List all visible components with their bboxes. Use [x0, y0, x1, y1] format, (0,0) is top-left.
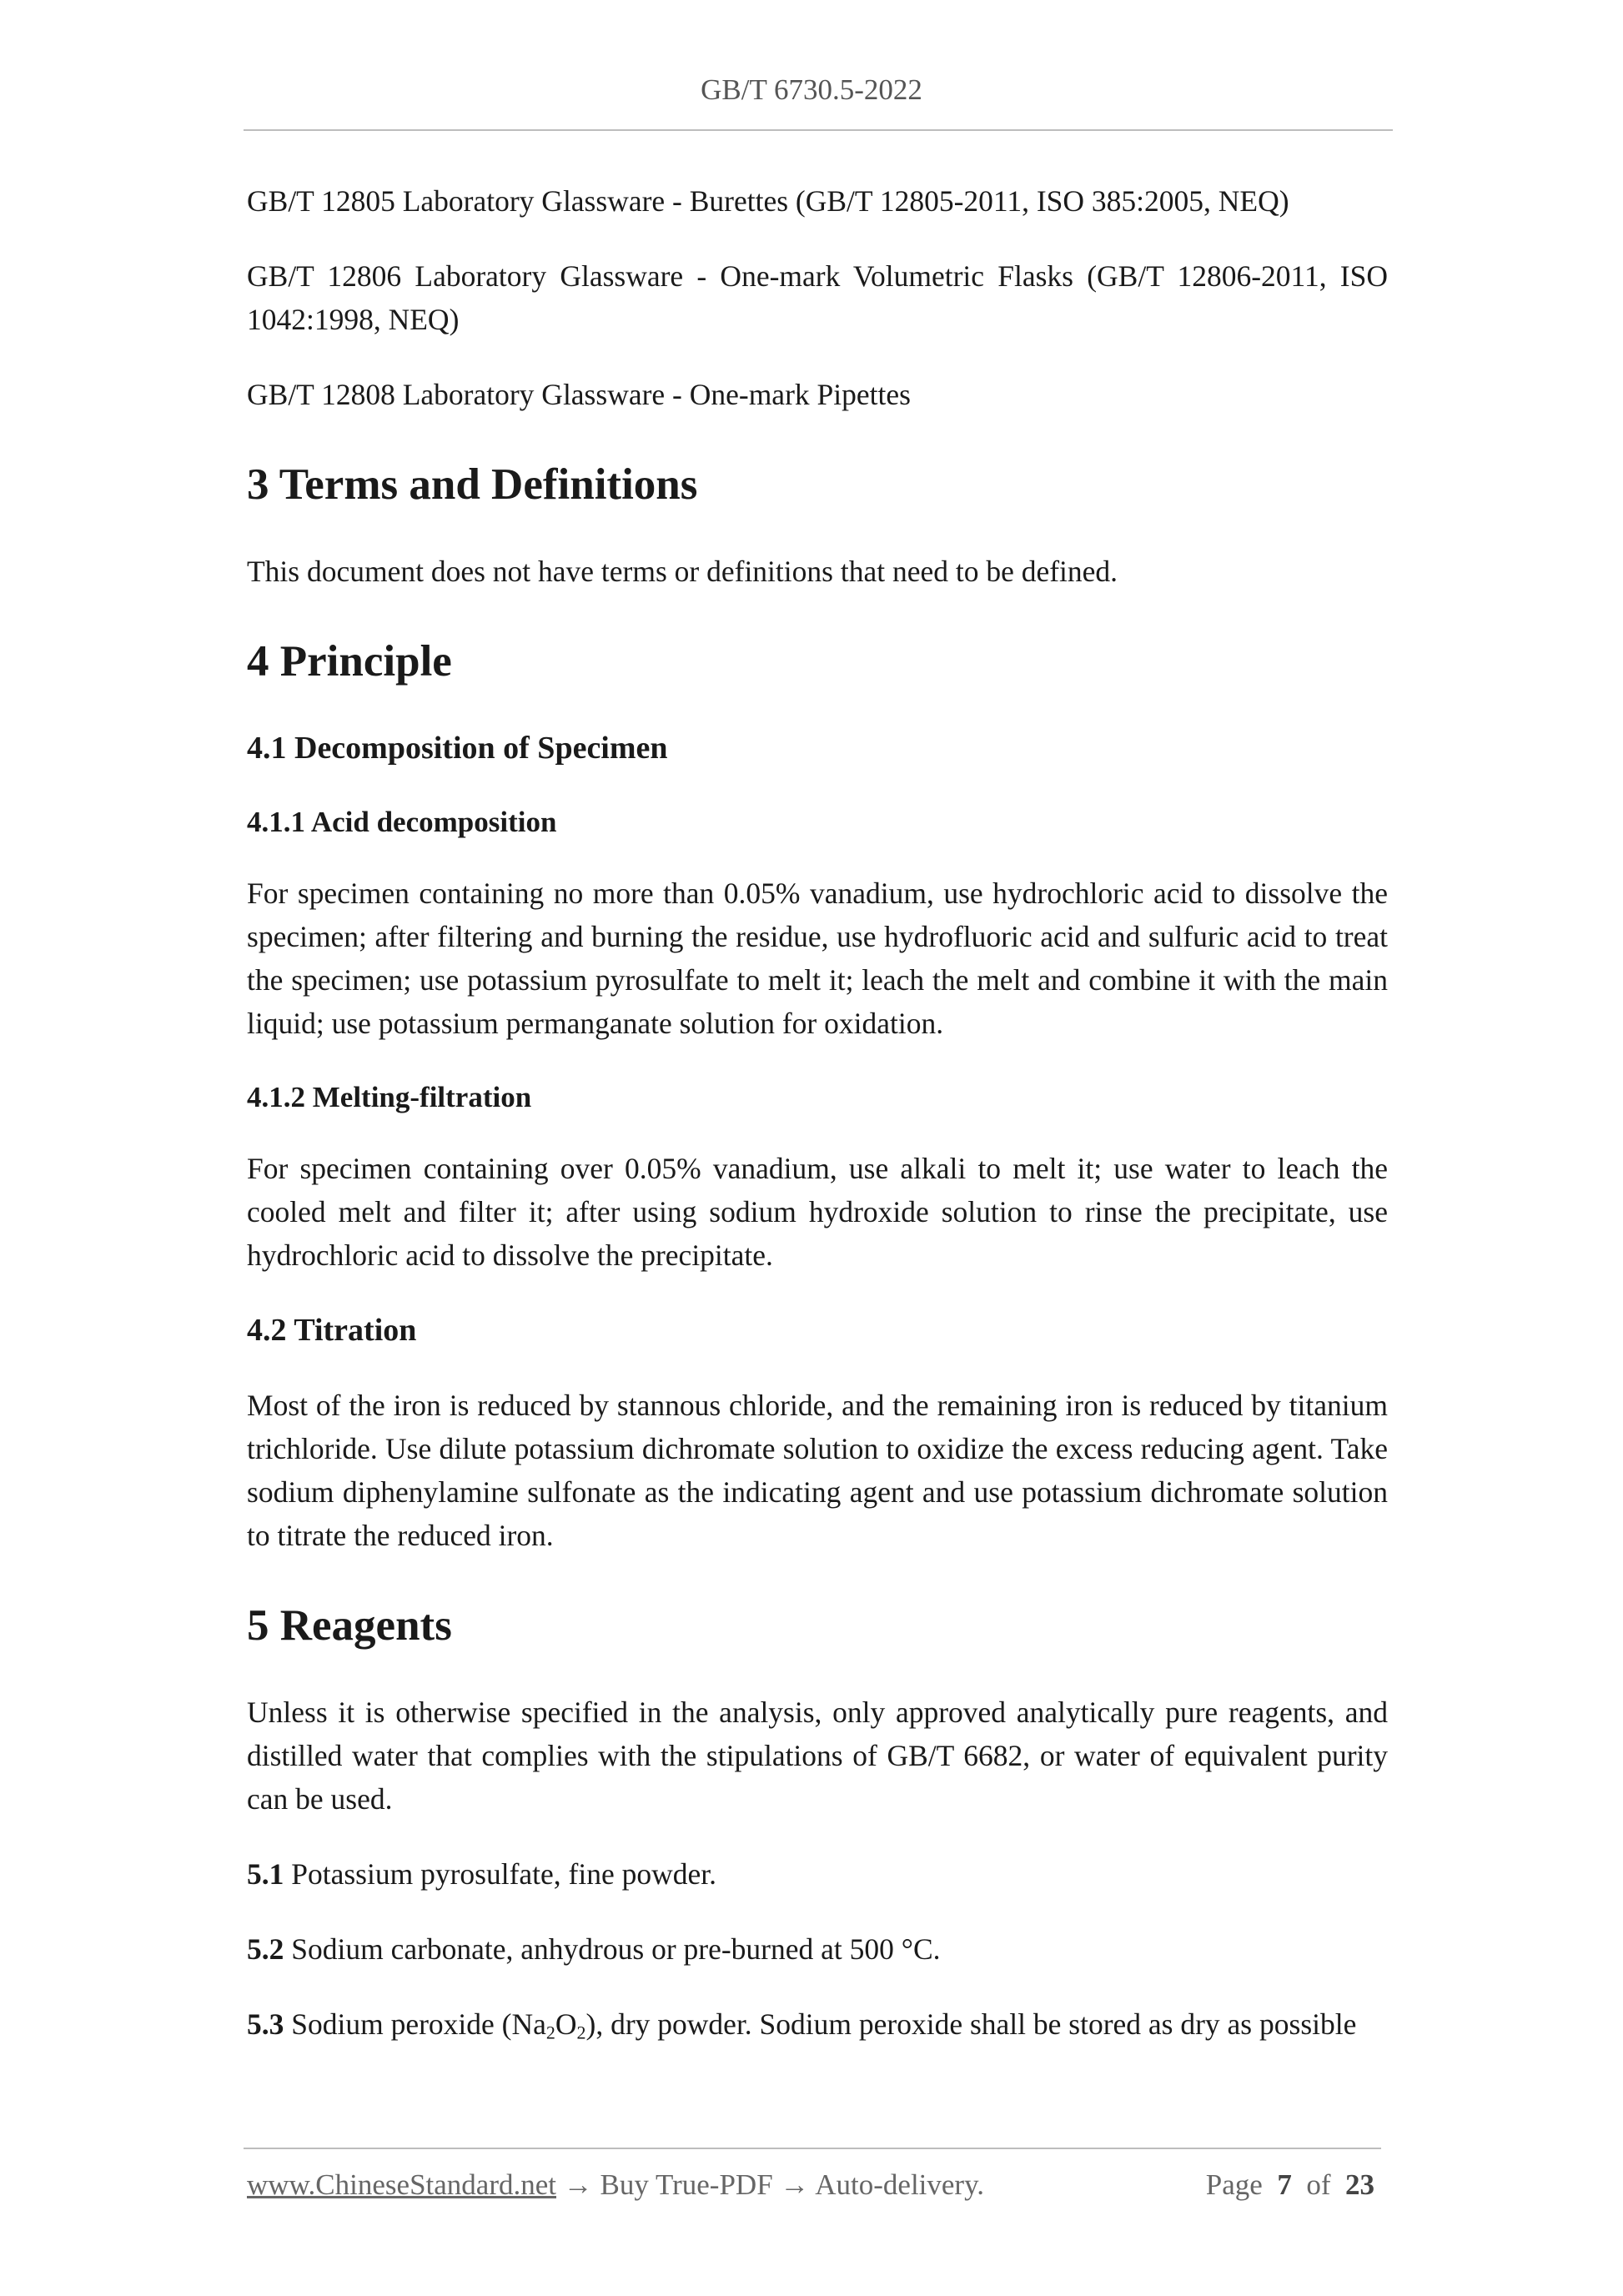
subsubsection-heading-acid: 4.1.1 Acid decomposition — [247, 806, 557, 838]
website-link[interactable]: www.ChineseStandard.net — [247, 2168, 556, 2201]
acid-decomposition-text: For specimen containing no more than 0.05% vanadium, use hydrochloric acid to dissolve the specimen; after filtering and burning the residue, use hydrofluoric acid and sulfuric acid to treat the specimen; use potassium pyrosulfate to melt it; leach the melt and combine it with the main liquid; use potassium permanganate solution for oxidation. — [247, 877, 1388, 1040]
reagent-text: Sodium carbonate, anhydrous or pre-burned at 500 °C. — [291, 1932, 941, 1966]
arrow-icon: → — [563, 2168, 593, 2201]
page-label: Page — [1205, 2168, 1263, 2201]
subscript: 2 — [576, 2022, 586, 2043]
section-heading-principle: 4 Principle — [247, 637, 452, 686]
reagents-intro: Unless it is otherwise specified in the analysis, only approved analytically pure reagents, and distilled water that complies with the stipulations of GB/T 6682, or water of equivalent purity can be used. — [247, 1696, 1388, 1816]
reagent-number: 5.2 — [247, 1932, 284, 1966]
footer-promo — [247, 2168, 984, 2202]
page-total: 23 — [1345, 2168, 1374, 2201]
melting-filtration-text: For specimen containing over 0.05% vanadium, use alkali to melt it; use water to leach the cooled melt and filter it; after using sodium hydroxide solution to rinse the precipitate, use hydrochloric acid to dissolve the precipitate. — [247, 1152, 1388, 1272]
page-number: 7 — [1277, 2168, 1292, 2201]
reference-item: GB/T 12805 Laboratory Glassware - Burettes (GB/T 12805-2011, ISO 385:2005, NEQ) — [247, 184, 1289, 218]
reagent-text-pre: Sodium peroxide (Na — [291, 2007, 546, 2041]
reference-item: GB/T 12808 Laboratory Glassware - One-mark Pipettes — [247, 378, 911, 411]
reference-item: GB/T 12806 Laboratory Glassware - One-mark Volumetric Flasks (GB/T 12806-2011, ISO 1042:1998, NEQ) — [247, 259, 1388, 336]
reagent-number: 5.3 — [247, 2007, 284, 2041]
auto-delivery-text: Auto-delivery. — [815, 2168, 985, 2201]
subsection-heading-titration: 4.2 Titration — [247, 1313, 417, 1348]
section-heading-terms: 3 Terms and Definitions — [247, 460, 698, 509]
section-heading-reagents: 5 Reagents — [247, 1601, 452, 1650]
header-rule — [244, 129, 1393, 131]
arrow-icon: → — [780, 2168, 810, 2201]
reagent-item — [247, 1927, 1388, 1971]
of-label: of — [1306, 2168, 1331, 2201]
reagent-text-mid: O — [555, 2007, 577, 2041]
reagent-item — [247, 2002, 1388, 2046]
terms-text: This document does not have terms or definitions that need to be defined. — [247, 555, 1118, 588]
page-indicator — [1206, 2168, 1374, 2202]
running-header: GB/T 6730.5-2022 — [701, 73, 922, 106]
reagent-text-post: ), dry powder. Sodium peroxide shall be stored as dry as possible — [585, 2007, 1357, 2041]
subsubsection-heading-melting: 4.1.2 Melting-filtration — [247, 1081, 532, 1113]
page-footer — [247, 2168, 1381, 2210]
reagent-number: 5.1 — [247, 1857, 284, 1891]
subsection-heading-decomposition: 4.1 Decomposition of Specimen — [247, 731, 668, 766]
page-content — [247, 179, 1388, 2077]
titration-text: Most of the iron is reduced by stannous chloride, and the remaining iron is reduced by titanium trichloride. Use dilute potassium dichromate solution to oxidize the excess reducing agent. Take sodium diphenylamine sulfonate as the indicating agent and use potassium dichromate solution to titrate the reduced iron. — [247, 1389, 1388, 1552]
reagent-text: Potassium pyrosulfate, fine powder. — [291, 1857, 716, 1891]
reagent-item — [247, 1852, 1388, 1896]
footer-rule — [244, 2148, 1381, 2149]
buy-text: Buy True-PDF — [600, 2168, 773, 2201]
subscript: 2 — [545, 2022, 555, 2043]
